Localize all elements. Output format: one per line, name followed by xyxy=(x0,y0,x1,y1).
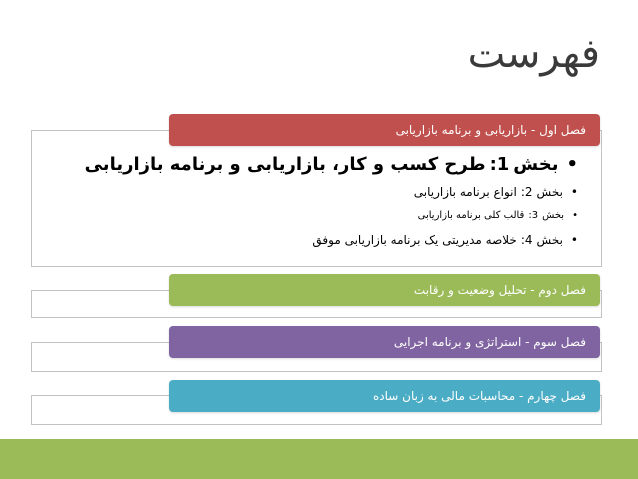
section-4-heading-label: فصل چهارم - محاسبات مالی به زبان ساده xyxy=(372,389,586,403)
list-item xyxy=(38,180,578,204)
list-item xyxy=(38,204,578,228)
list-item xyxy=(38,150,578,180)
bullet-icon: • xyxy=(566,154,578,175)
section-1-heading-label: فصل اول - بازاریابی و برنامه بازاریابی xyxy=(395,123,586,137)
section-1-bullet-list xyxy=(38,150,578,252)
section-3-heading-label: فصل سوم - استراتژی و برنامه اجرایی xyxy=(393,335,586,349)
bullet-number: 3: xyxy=(528,210,539,221)
bullet-icon: • xyxy=(570,233,578,247)
list-item xyxy=(38,228,578,252)
bullet-number: 2: xyxy=(520,185,533,199)
bullet-prefix: بخش xyxy=(536,233,563,247)
bullet-prefix: بخش xyxy=(542,210,565,221)
bullet-text: انواع برنامه بازاریابی xyxy=(413,185,517,199)
footer-bar xyxy=(0,439,638,479)
section-3-heading[interactable] xyxy=(169,326,600,358)
bullet-text: طرح کسب و کار، بازاریابی و برنامه بازاریابی xyxy=(84,154,486,175)
section-1-heading[interactable] xyxy=(169,114,600,146)
bullet-icon: • xyxy=(570,185,578,199)
bullet-icon: • xyxy=(572,210,578,221)
bullet-text: خلاصه مدیریتی یک برنامه بازاریابی موفق xyxy=(312,233,517,247)
bullet-prefix: بخش xyxy=(513,154,559,175)
bullet-prefix: بخش xyxy=(536,185,563,199)
bullet-number: 1: xyxy=(489,154,510,175)
bullet-number: 4: xyxy=(520,233,533,247)
section-2-heading-label: فصل دوم - تحلیل وضعیت و رقابت xyxy=(413,283,586,297)
section-2-heading[interactable] xyxy=(169,274,600,306)
page-title: فهرست xyxy=(467,31,600,77)
bullet-text: قالب کلی برنامه بازاریابی xyxy=(417,210,525,221)
section-4-heading[interactable] xyxy=(169,380,600,412)
